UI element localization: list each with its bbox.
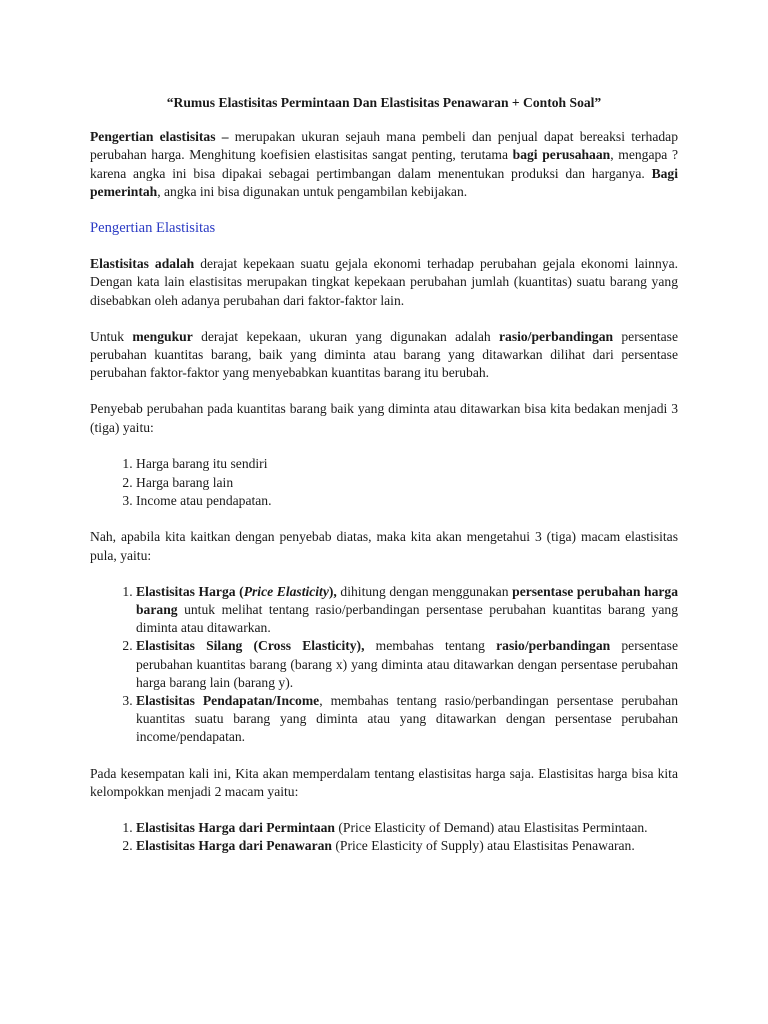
list-item [136, 837, 678, 855]
list-item: 2. Harga barang lain [136, 474, 678, 492]
intro-paragraph [90, 128, 678, 201]
item-bold: rasio/perbandingan [496, 638, 611, 654]
item-bold: Elastisitas Pendapatan/Income [136, 693, 320, 709]
item-bold: Elastisitas Silang (Cross Elasticity), [136, 638, 365, 654]
intro-bold-government: Bagi pemerintah [90, 165, 678, 199]
measure-text: derajat kepekaan, ukuran yang digunakan adalah [192, 328, 499, 344]
page-title: “Rumus Elastisitas Permintaan Dan Elastisitas Penawaran + Contoh Soal” [166, 95, 602, 110]
section-heading: Pengertian Elastisitas [90, 220, 216, 237]
measure-bold: mengukur [132, 328, 193, 344]
measure-paragraph [90, 328, 678, 383]
list-item [136, 819, 678, 837]
item-bold: ), [328, 583, 337, 599]
definition-bold: Elastisitas adalah [90, 256, 195, 272]
item-text: (Price Elasticity of Supply) atau Elastisitas Penawaran. [331, 838, 635, 854]
item-text: dihitung dengan menggunakan [336, 583, 513, 599]
link-paragraph: Nah, apabila kita kaitkan dengan penyebab diatas, maka kita akan mengetahui 3 (tiga) macam elastisitas pula, yaitu: [90, 529, 678, 563]
item-text: (Price Elasticity of Demand) atau Elastisitas Permintaan. [335, 820, 648, 836]
item-bold: persentase perubahan harga barang [136, 583, 678, 618]
price-elasticity-list [90, 819, 678, 855]
causes-paragraph: Penyebab perubahan pada kuantitas barang baik yang diminta atau ditawarkan bisa kita bedakan menjadi 3 (tiga) yaitu: [90, 401, 678, 435]
definition-paragraph [90, 255, 678, 310]
item-bold: Elastisitas Harga ( [136, 583, 244, 599]
intro-text: , mengapa ? karena angka ini bisa dipakai sebagai pertimbangan dalam menentukan produksi dan harganya. [90, 147, 678, 181]
intro-bold-company: bagi perusahaan [512, 147, 611, 163]
intro-text: merupakan ukuran sejauh mana pembeli dan penjual dapat bereaksi terhadap perubahan harga. Menghitung koefisien elastisitas sangat penting, terutama [90, 129, 678, 163]
item-bold: Elastisitas Harga dari Permintaan [136, 820, 335, 836]
item-italic: Price Elasticity [243, 583, 329, 599]
list-item [136, 637, 678, 692]
intro-bold-term: Pengertian elastisitas – [90, 129, 229, 145]
elasticity-types-list [90, 583, 678, 747]
list-item [136, 583, 678, 638]
list-item: 1. Harga barang itu sendiri [136, 455, 678, 473]
item-bold: Elastisitas Harga dari Penawaran [136, 838, 332, 854]
item-text: untuk melihat tentang rasio/perbandingan persentase perubahan kuantitas barang yang diminta atau ditawarkan. [136, 602, 678, 636]
item-text: membahas tentang [364, 638, 497, 654]
list-item: 3. Income atau pendapatan. [136, 492, 678, 510]
item-text: , membahas tentang rasio/perbandingan persentase perubahan kuantitas suatu barang yang diminta atau yang ditawarkan dengan persentase perubahan income/pendapatan. [136, 693, 678, 745]
measure-bold: rasio/perbandingan [498, 328, 614, 344]
intro-text: , angka ini bisa digunakan untuk pengambilan kebijakan. [157, 183, 468, 199]
list-item [136, 692, 678, 747]
measure-text: persentase perubahan kuantitas barang, baik yang diminta atau barang yang ditawarkan dilihat dari persentase perubahan faktor-faktor yang menyebabkan kuantitas barang itu berubah. [90, 328, 678, 381]
causes-list [90, 455, 678, 511]
measure-text: Untuk [90, 328, 133, 344]
item-text: persentase perubahan kuantitas barang (barang x) yang diminta atau ditawarkan dengan persentase perubahan harga barang lain (barang y). [136, 638, 678, 690]
focus-paragraph: Pada kesempatan kali ini, Kita akan memperdalam tentang elastisitas harga saja. Elastisitas harga bisa kita kelompokkan menjadi 2 macam yaitu: [90, 765, 678, 799]
definition-text: derajat kepekaan suatu gejala ekonomi terhadap perubahan gejala ekonomi lainnya. Dengan kata lain elastisitas merupakan tingkat kepekaan perubahan jumlah (kuantitas) suatu barang yang disebabkan oleh adanya perubahan dari faktor-faktor lain. [90, 256, 678, 308]
